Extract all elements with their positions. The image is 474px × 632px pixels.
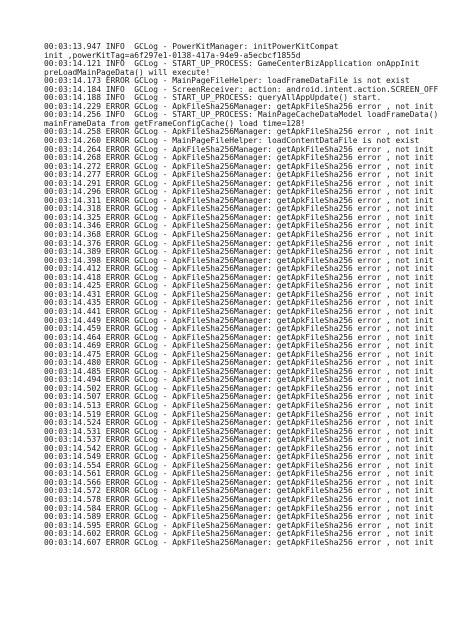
log-line: 00:03:14.584 ERROR GCLog - ApkFileSha256Manager: getApkFileSha256 error , not init	[44, 504, 434, 513]
log-line: 00:03:14.425 ERROR GCLog - ApkFileSha256Manager: getApkFileSha256 error , not init	[44, 282, 434, 291]
log-text-block	[44, 43, 469, 547]
log-line: 00:03:14.561 ERROR GCLog - ApkFileSha256Manager: getApkFileSha256 error , not init	[44, 470, 434, 479]
log-line: 00:03:14.589 ERROR GCLog - ApkFileSha256Manager: getApkFileSha256 error , not init	[44, 513, 434, 522]
log-line: 00:03:14.389 ERROR GCLog - ApkFileSha256Manager: getApkFileSha256 error , not init	[44, 248, 434, 257]
log-line: 00:03:14.549 ERROR GCLog - ApkFileSha256Manager: getApkFileSha256 error , not init	[44, 453, 434, 462]
log-line: 00:03:14.173 ERROR GCLog - MainPageFileHelper: loadFrameDataFile is not exist	[44, 77, 410, 86]
log-line: 00:03:14.291 ERROR GCLog - ApkFileSha256Manager: getApkFileSha256 error , not init	[44, 179, 434, 188]
log-line: 00:03:14.325 ERROR GCLog - ApkFileSha256Manager: getApkFileSha256 error , not init	[44, 213, 434, 222]
log-line: 00:03:14.318 ERROR GCLog - ApkFileSha256Manager: getApkFileSha256 error , not init	[44, 205, 434, 214]
log-line: 00:03:14.469 ERROR GCLog - ApkFileSha256Manager: getApkFileSha256 error , not init	[44, 342, 434, 351]
log-line: 00:03:14.264 ERROR GCLog - ApkFileSha256Manager: getApkFileSha256 error , not init	[44, 145, 434, 154]
log-line: 00:03:14.464 ERROR GCLog - ApkFileSha256Manager: getApkFileSha256 error , not init	[44, 333, 434, 342]
log-line: 00:03:14.595 ERROR GCLog - ApkFileSha256Manager: getApkFileSha256 error , not init	[44, 521, 434, 530]
log-line: 00:03:14.184 INFO GCLog - ScreenReceiver: action: android.intent.action.SCREEN_OFF	[44, 85, 439, 94]
log-line: 00:03:14.260 ERROR GCLog - MainPageFileHelper: loadContentDataFile is not exist	[44, 137, 420, 146]
log-line: 00:03:14.578 ERROR GCLog - ApkFileSha256Manager: getApkFileSha256 error , not init	[44, 495, 434, 504]
log-line: 00:03:14.188 INFO GCLog - START_UP_PROCESS: queryAllAppUpdate() start.	[44, 94, 382, 103]
log-line: 00:03:14.277 ERROR GCLog - ApkFileSha256Manager: getApkFileSha256 error , not init	[44, 171, 434, 180]
log-line: 00:03:14.441 ERROR GCLog - ApkFileSha256Manager: getApkFileSha256 error , not init	[44, 307, 434, 316]
log-line: 00:03:14.296 ERROR GCLog - ApkFileSha256Manager: getApkFileSha256 error , not init	[44, 188, 434, 197]
log-line: 00:03:14.607 ERROR GCLog - ApkFileSha256Manager: getApkFileSha256 error , not init	[44, 538, 434, 547]
log-line: 00:03:14.513 ERROR GCLog - ApkFileSha256Manager: getApkFileSha256 error , not init	[44, 401, 434, 410]
log-line: mainFrameData from getFrameConfigCache() load time=128!	[44, 119, 306, 128]
log-line: 00:03:14.480 ERROR GCLog - ApkFileSha256Manager: getApkFileSha256 error , not init	[44, 359, 434, 368]
log-line: 00:03:14.475 ERROR GCLog - ApkFileSha256Manager: getApkFileSha256 error , not init	[44, 350, 434, 359]
log-line: 00:03:14.121 INFO GCLog - START_UP_PROCESS: GameCenterBizApplication onAppInit	[44, 60, 420, 69]
log-line: 00:03:14.311 ERROR GCLog - ApkFileSha256Manager: getApkFileSha256 error , not init	[44, 196, 434, 205]
log-line: 00:03:14.494 ERROR GCLog - ApkFileSha256Manager: getApkFileSha256 error , not init	[44, 376, 434, 385]
log-line: 00:03:14.459 ERROR GCLog - ApkFileSha256Manager: getApkFileSha256 error , not init	[44, 325, 434, 334]
log-line: 00:03:14.449 ERROR GCLog - ApkFileSha256Manager: getApkFileSha256 error , not init	[44, 316, 434, 325]
log-line: 00:03:14.272 ERROR GCLog - ApkFileSha256Manager: getApkFileSha256 error , not init	[44, 162, 434, 171]
log-line: 00:03:14.602 ERROR GCLog - ApkFileSha256Manager: getApkFileSha256 error , not init	[44, 530, 434, 539]
log-line: 00:03:14.554 ERROR GCLog - ApkFileSha256Manager: getApkFileSha256 error , not init	[44, 461, 434, 470]
log-line: 00:03:14.572 ERROR GCLog - ApkFileSha256Manager: getApkFileSha256 error , not init	[44, 487, 434, 496]
log-line: 00:03:14.566 ERROR GCLog - ApkFileSha256Manager: getApkFileSha256 error , not init	[44, 478, 434, 487]
log-line: 00:03:14.398 ERROR GCLog - ApkFileSha256Manager: getApkFileSha256 error , not init	[44, 256, 434, 265]
log-line: 00:03:14.519 ERROR GCLog - ApkFileSha256Manager: getApkFileSha256 error , not init	[44, 410, 434, 419]
log-line: 00:03:14.502 ERROR GCLog - ApkFileSha256Manager: getApkFileSha256 error , not init	[44, 384, 434, 393]
log-line: 00:03:14.524 ERROR GCLog - ApkFileSha256Manager: getApkFileSha256 error , not init	[44, 419, 434, 428]
log-line: 00:03:14.431 ERROR GCLog - ApkFileSha256Manager: getApkFileSha256 error , not init	[44, 290, 434, 299]
log-line: 00:03:14.542 ERROR GCLog - ApkFileSha256Manager: getApkFileSha256 error , not init	[44, 444, 434, 453]
log-line: 00:03:14.485 ERROR GCLog - ApkFileSha256Manager: getApkFileSha256 error , not init	[44, 367, 434, 376]
log-line: 00:03:14.368 ERROR GCLog - ApkFileSha256Manager: getApkFileSha256 error , not init	[44, 231, 434, 240]
log-line: 00:03:14.376 ERROR GCLog - ApkFileSha256Manager: getApkFileSha256 error , not init	[44, 239, 434, 248]
log-line: preLoadMainPageData() will execute!	[44, 68, 211, 77]
log-line: 00:03:14.268 ERROR GCLog - ApkFileSha256Manager: getApkFileSha256 error , not init	[44, 154, 434, 163]
log-line: 00:03:14.507 ERROR GCLog - ApkFileSha256Manager: getApkFileSha256 error , not init	[44, 393, 434, 402]
log-line: 00:03:14.412 ERROR GCLog - ApkFileSha256Manager: getApkFileSha256 error , not init	[44, 265, 434, 274]
log-line: 00:03:14.256 INFO GCLog - START_UP_PROCESS: MainPageCacheDataModel loadFrameData()	[44, 111, 439, 120]
log-line: 00:03:14.418 ERROR GCLog - ApkFileSha256Manager: getApkFileSha256 error , not init	[44, 273, 434, 282]
log-line: 00:03:14.531 ERROR GCLog - ApkFileSha256Manager: getApkFileSha256 error , not init	[44, 427, 434, 436]
log-line: 00:03:14.537 ERROR GCLog - ApkFileSha256Manager: getApkFileSha256 error , not init	[44, 436, 434, 445]
log-line: 00:03:14.258 ERROR GCLog - ApkFileSha256Manager: getApkFileSha256 error , not init	[44, 128, 434, 137]
log-line: 00:03:14.435 ERROR GCLog - ApkFileSha256Manager: getApkFileSha256 error , not init	[44, 299, 434, 308]
log-line: 00:03:13.947 INFO GCLog - PowerKitManager: initPowerKitCompat	[44, 43, 339, 51]
log-line: init ,powerKitTag=a6f297e1-0138-417a-94e9-a5ecbcf1855d	[44, 51, 301, 60]
log-line: 00:03:14.229 ERROR GCLog - ApkFileSha256Manager: getApkFileSha256 error , not init	[44, 102, 434, 111]
log-line: 00:03:14.346 ERROR GCLog - ApkFileSha256Manager: getApkFileSha256 error , not init	[44, 222, 434, 231]
